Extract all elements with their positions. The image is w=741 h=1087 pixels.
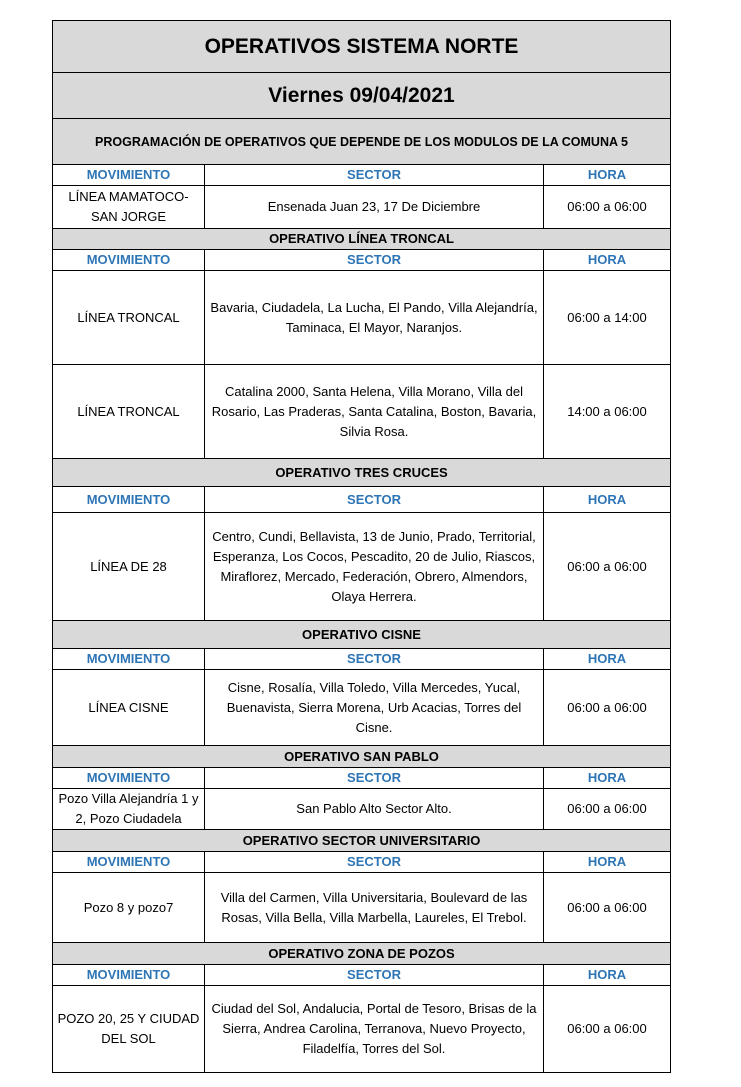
section-title: OPERATIVO SAN PABLO <box>53 746 671 768</box>
col-header-sector: SECTOR <box>205 165 544 186</box>
col-header-sector: SECTOR <box>205 250 544 271</box>
section-title: OPERATIVO ZONA DE POZOS <box>53 943 671 965</box>
table-row <box>53 513 671 621</box>
hora-cell: 14:00 a 06:00 <box>544 365 671 459</box>
table-row <box>53 986 671 1073</box>
col-header-movimiento: MOVIMIENTO <box>53 965 205 986</box>
col-header-sector: SECTOR <box>205 852 544 873</box>
col-header-hora: HORA <box>544 165 671 186</box>
sector-cell: Centro, Cundi, Bellavista, 13 de Junio, Prado, Territorial, Esperanza, Los Cocos, Pescadito, 20 de Julio, Riascos, Miraflorez, Mercado, Federación, Obrero, Almendors, Olaya Herrera. <box>205 513 544 621</box>
col-header-movimiento: MOVIMIENTO <box>53 165 205 186</box>
hora-cell: 06:00 a 06:00 <box>544 873 671 943</box>
sector-cell: Bavaria, Ciudadela, La Lucha, El Pando, Villa Alejandría, Taminaca, El Mayor, Naranjos. <box>205 271 544 365</box>
col-header-movimiento: MOVIMIENTO <box>53 768 205 789</box>
table-row <box>53 365 671 459</box>
sector-cell: Ensenada Juan 23, 17 De Diciembre <box>205 186 544 229</box>
sector-cell: Ciudad del Sol, Andalucia, Portal de Tesoro, Brisas de la Sierra, Andrea Carolina, Terranova, Nuevo Proyecto, Filadelfía, Torres del Sol. <box>205 986 544 1073</box>
movimiento-cell: Pozo 8 y pozo7 <box>53 873 205 943</box>
hora-cell: 06:00 a 06:00 <box>544 670 671 746</box>
col-header-movimiento: MOVIMIENTO <box>53 250 205 271</box>
table-row <box>53 789 671 830</box>
hora-cell: 06:00 a 06:00 <box>544 186 671 229</box>
movimiento-cell: LÍNEA TRONCAL <box>53 365 205 459</box>
column-header-row <box>53 852 671 873</box>
movimiento-cell: Pozo Villa Alejandría 1 y 2, Pozo Ciudadela <box>53 789 205 830</box>
movimiento-cell: LÍNEA DE 28 <box>53 513 205 621</box>
column-header-row <box>53 965 671 986</box>
table-row <box>53 670 671 746</box>
section-title: OPERATIVO CISNE <box>53 621 671 649</box>
col-header-hora: HORA <box>544 768 671 789</box>
col-header-hora: HORA <box>544 250 671 271</box>
col-header-movimiento: MOVIMIENTO <box>53 852 205 873</box>
hora-cell: 06:00 a 06:00 <box>544 789 671 830</box>
col-header-movimiento: MOVIMIENTO <box>53 649 205 670</box>
section-title: OPERATIVO TRES CRUCES <box>53 459 671 487</box>
table-row <box>53 873 671 943</box>
column-header-row <box>53 250 671 271</box>
page-title: OPERATIVOS SISTEMA NORTE <box>53 21 671 73</box>
table-row <box>53 186 671 229</box>
hora-cell: 06:00 a 06:00 <box>544 986 671 1073</box>
sector-cell: Cisne, Rosalía, Villa Toledo, Villa Mercedes, Yucal, Buenavista, Sierra Morena, Urb Acacias, Torres del Cisne. <box>205 670 544 746</box>
section-title: OPERATIVO SECTOR UNIVERSITARIO <box>53 830 671 852</box>
column-header-row <box>53 768 671 789</box>
col-header-hora: HORA <box>544 487 671 513</box>
sector-cell: San Pablo Alto Sector Alto. <box>205 789 544 830</box>
sector-cell: Villa del Carmen, Villa Universitaria, Boulevard de las Rosas, Villa Bella, Villa Marbella, Laureles, El Trebol. <box>205 873 544 943</box>
col-header-sector: SECTOR <box>205 768 544 789</box>
movimiento-cell: LÍNEA MAMATOCO-SAN JORGE <box>53 186 205 229</box>
section-title: OPERATIVO LÍNEA TRONCAL <box>53 229 671 250</box>
column-header-row <box>53 487 671 513</box>
sector-cell: Catalina 2000, Santa Helena, Villa Morano, Villa del Rosario, Las Praderas, Santa Catalina, Boston, Bavaria, Silvia Rosa. <box>205 365 544 459</box>
date-header: Viernes 09/04/2021 <box>53 73 671 119</box>
hora-cell: 06:00 a 14:00 <box>544 271 671 365</box>
col-header-hora: HORA <box>544 965 671 986</box>
col-header-sector: SECTOR <box>205 965 544 986</box>
movimiento-cell: LÍNEA CISNE <box>53 670 205 746</box>
col-header-sector: SECTOR <box>205 487 544 513</box>
movimiento-cell: LÍNEA TRONCAL <box>53 271 205 365</box>
table-row <box>53 271 671 365</box>
col-header-hora: HORA <box>544 649 671 670</box>
column-header-row <box>53 165 671 186</box>
movimiento-cell: POZO 20, 25 Y CIUDAD DEL SOL <box>53 986 205 1073</box>
col-header-movimiento: MOVIMIENTO <box>53 487 205 513</box>
subtitle: PROGRAMACIÓN DE OPERATIVOS QUE DEPENDE DE LOS MODULOS DE LA COMUNA 5 <box>53 119 671 165</box>
column-header-row <box>53 649 671 670</box>
col-header-sector: SECTOR <box>205 649 544 670</box>
col-header-hora: HORA <box>544 852 671 873</box>
hora-cell: 06:00 a 06:00 <box>544 513 671 621</box>
operativos-table <box>52 20 671 1073</box>
